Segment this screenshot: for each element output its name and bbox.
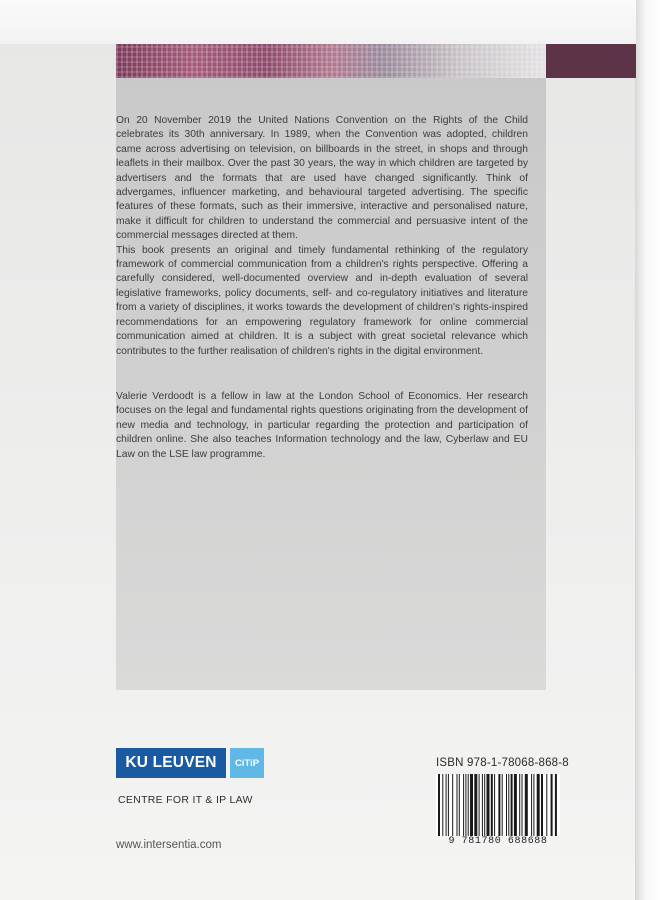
blurb-text — [116, 114, 528, 359]
ku-leuven-logo — [116, 748, 226, 778]
purple-color-band — [546, 44, 636, 78]
barcode-bar — [508, 774, 509, 836]
barcode-bar — [506, 774, 507, 836]
barcode-bar — [531, 774, 532, 836]
cover-top-edge — [0, 0, 660, 44]
publisher-website: www.intersentia.com — [116, 839, 222, 851]
citip-logo — [230, 748, 264, 778]
barcode-bar — [494, 774, 495, 836]
barcode-bar — [468, 774, 469, 836]
barcode-bar — [470, 774, 473, 836]
isbn-label: ISBN 978-1-78068-868-8 — [436, 757, 569, 769]
barcode-bar — [448, 774, 449, 836]
barcode-bar — [541, 774, 543, 836]
barcode-bar — [533, 774, 534, 836]
barcode-bar — [446, 774, 447, 836]
barcode-bar — [482, 774, 483, 836]
barcode-bar — [484, 774, 485, 836]
barcode-bar — [459, 774, 460, 836]
barcode-bar — [457, 774, 458, 836]
author-bio — [116, 390, 528, 462]
barcode-bar — [546, 774, 547, 836]
barcode-bar — [522, 774, 523, 836]
barcode-bar — [537, 774, 540, 836]
barcode-bar — [463, 774, 464, 836]
barcode-bar — [519, 774, 520, 836]
barcode-bar — [442, 774, 443, 836]
ku-leuven-logo-text: KU LEUVEN — [125, 754, 217, 771]
mosaic-image-strip — [116, 44, 546, 78]
barcode-bar — [502, 774, 503, 836]
barcode-bar — [491, 774, 493, 836]
isbn-barcode — [436, 774, 560, 836]
barcode-bar — [511, 774, 513, 836]
barcode-bar — [551, 774, 553, 836]
blurb-paragraph-1: On 20 November 2019 the United Nations Convention on the Rights of the Child celebrates its 30th anniversary. In 1989, when the Convention was adopted, children came across advertising on television, on billboards in the street, in shops and through leaflets in their mailbox. Over the past 30 years, the way in which children are targeted by advertisers and the formats that are used have changed significantly. Think of advergames, influencer marketing, and behavioural targeted advertising. The specific features of these formats, such as their immersive, interactive and personalised nature, make it difficult for children to understand the commercial and persuasive intent of the commercial messages directed at them. — [116, 115, 528, 242]
barcode-bar — [438, 774, 440, 836]
centre-label: CENTRE FOR IT & IP LAW — [118, 794, 253, 806]
barcode-bar — [452, 774, 453, 836]
barcode-bar — [487, 774, 490, 836]
barcode-bar — [479, 774, 480, 836]
barcode-bar — [525, 774, 528, 836]
cover-page-edge — [636, 0, 660, 900]
barcode-bar — [465, 774, 466, 836]
citip-logo-text: CiTiP — [234, 757, 260, 769]
barcode-bar — [555, 774, 557, 836]
author-bio-paragraph: Valerie Verdoodt is a fellow in law at the London School of Economics. Her research focuses on the legal and fundamental rights questions originating from the development of new media and technology, in particular regarding the protection and participation of children online. She also teaches Information technology and the law, Cyberlaw and EU Law on the LSE law programme. — [116, 391, 528, 460]
barcode-digits: 9 781780 688688 — [448, 836, 548, 847]
blurb-paragraph-2: This book presents an original and timely fundamental rethinking of the regulatory framework of commercial communication from a children's rights perspective. Offering a carefully considered, well-documented overview and in-depth evaluation of several legislative frameworks, policy documents, self- and co-regulatory initiatives and literature from a variety of disciplines, it works towards the development of children's rights-inspired recommendations for an empowering regulatory framework for online commercial communication aimed at children. It is a subject with great societal relevance which contributes to the further realisation of children's rights in the digital environment. — [116, 244, 528, 357]
barcode-bar — [498, 774, 500, 836]
barcode-bar — [514, 774, 517, 836]
barcode-bar — [474, 774, 477, 836]
